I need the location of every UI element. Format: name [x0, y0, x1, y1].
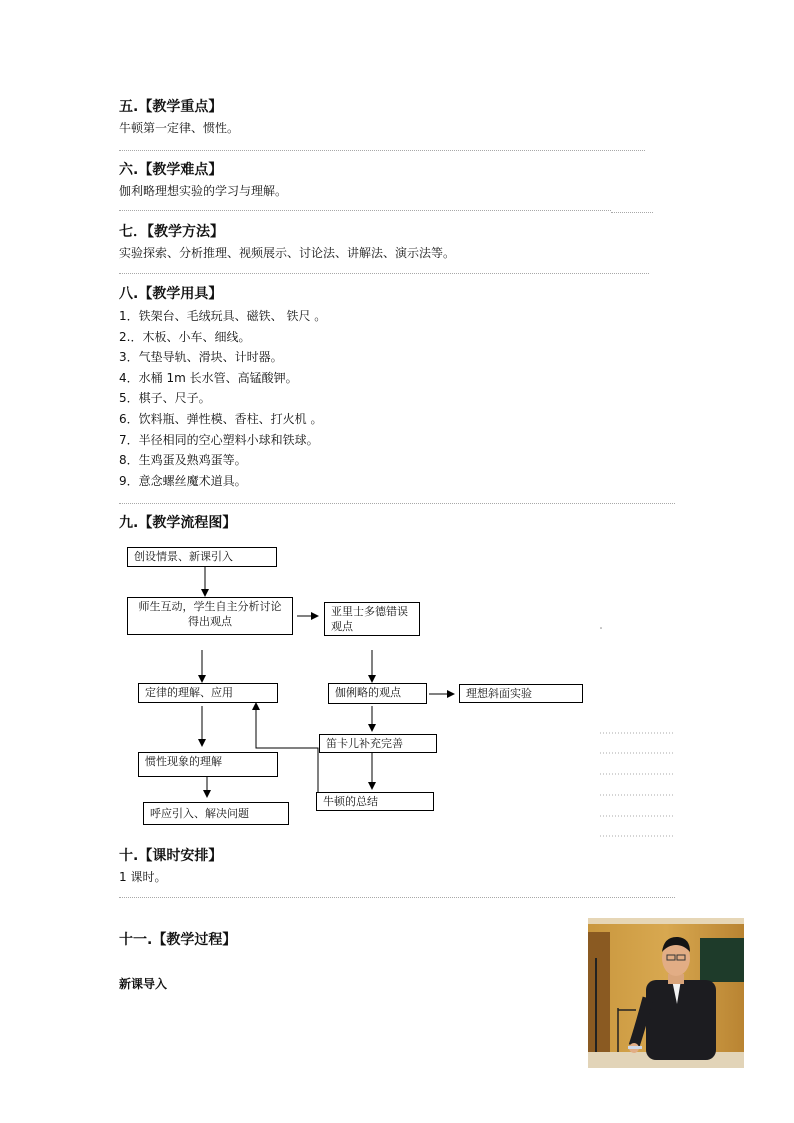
section-10-content: 1 课时。 [119, 870, 167, 884]
flow-box-inertia: 惯性现象的理解 [138, 752, 278, 777]
section-10-heading: 十.【课时安排】 [119, 848, 223, 864]
section-6-heading: 六.【教学难点】 [119, 162, 223, 178]
flow-box-galileo: 伽俐略的观点 [328, 683, 427, 704]
flow-box-experiment: 理想斜面实验 [459, 684, 583, 703]
divider [119, 897, 675, 898]
section-5-heading: 五.【教学重点】 [119, 99, 223, 115]
list-item: 2.．木板、小车、细线。 [119, 329, 251, 344]
list-item: 1．铁架台、毛绒玩具、磁铁、 铁尺 。 [119, 309, 327, 323]
list-item: 3．气垫导轨、滑块、计时器。 [119, 350, 283, 365]
arrow-newton-to-law [256, 703, 318, 792]
flow-box-aristotle: 亚里士多德错误观点 [324, 602, 420, 636]
list-item: 8．生鸡蛋及熟鸡蛋等。 [119, 453, 247, 468]
flow-box-interaction: 师生互动，学生自主分析讨论得出观点 [127, 597, 293, 635]
list-item: 6．饮料瓶、弹性模、香柱、打火机 。 [119, 411, 323, 426]
section-9-heading: 九.【教学流程图】 [119, 515, 237, 531]
section-7-heading: 七．【教学方法】 [119, 224, 224, 240]
list-item: 9．意念螺丝魔术道具。 [119, 473, 247, 488]
flow-box-law: 定律的理解、应用 [138, 683, 278, 703]
section-8-heading: 八.【教学用具】 [119, 286, 223, 302]
section-11-subheading: 新课导入 [119, 977, 168, 991]
section-11-heading: 十一.【教学过程】 [119, 932, 237, 948]
flow-box-intro: 创设情景、新课引入 [127, 547, 277, 567]
list-item: 4．水桶 1m 长水管、高锰酸钾。 [119, 370, 298, 385]
flow-box-descartes: 笛卡儿补充完善 [319, 734, 437, 753]
list-item: 7．半径相同的空心塑料小球和铁球。 [119, 432, 319, 447]
list-item: 5．棋子、尺子。 [119, 391, 211, 406]
flow-box-newton: 牛顿的总结 [316, 792, 434, 811]
section-6-content: 伽利略理想实验的学习与理解。 [119, 184, 288, 198]
section-5-content: 牛顿第一定律、惯性。 [119, 121, 240, 135]
flow-box-echo: 呼应引入、解决问题 [143, 802, 289, 825]
teacher-photo [588, 918, 744, 1068]
section-7-content: 实验探索、分析推理、视频展示、讨论法、讲解法、演示法等。 [119, 246, 456, 260]
